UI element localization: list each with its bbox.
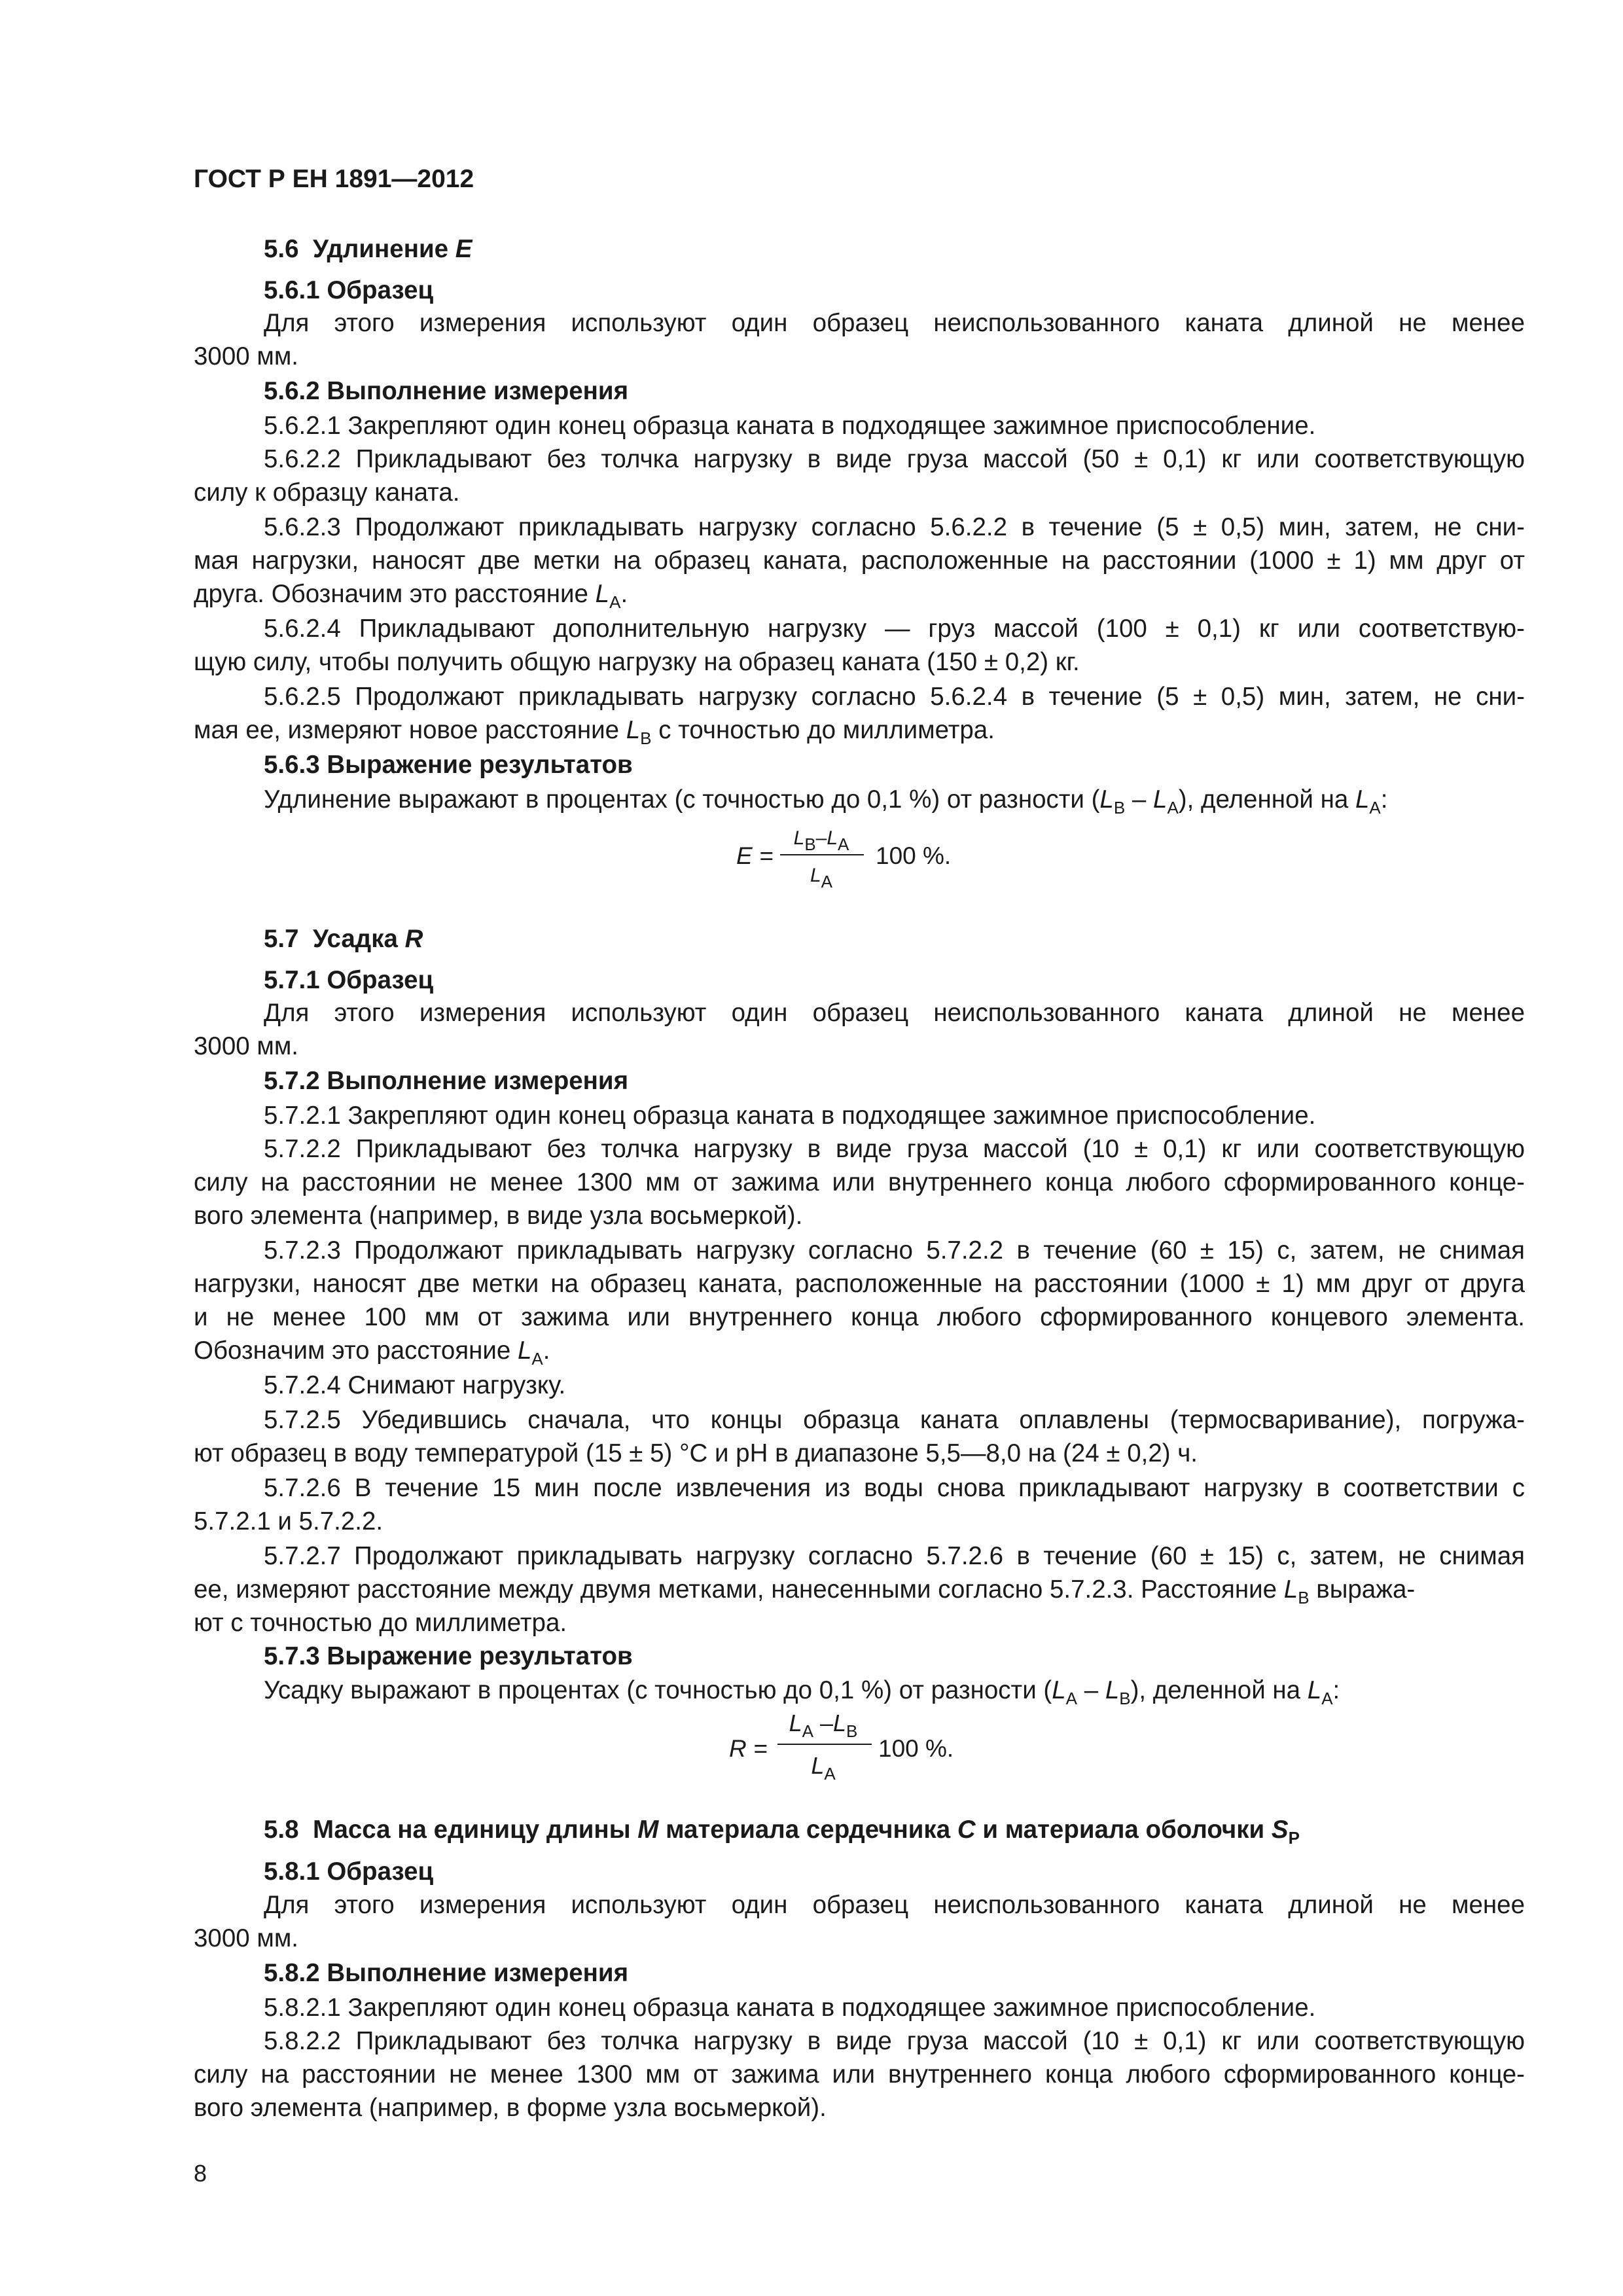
symbol-L: L: [517, 1336, 532, 1365]
text: –: [819, 1710, 834, 1736]
symbol-L: L: [833, 1710, 847, 1736]
paragraph-5-7-2-6: 5.7.2.6 В течение 15 мин после извлечения из воды снова прикладывают нагрузку в соответствии с: [264, 1474, 1525, 1502]
section-symbol: E: [455, 235, 473, 263]
symbol-L: L: [789, 1710, 802, 1736]
paragraph-5-6-2-4: 5.6.2.4 Прикладывают дополнительную нагрузку — груз массой (100 ± 0,1) кг или соответствую-: [264, 615, 1525, 643]
section-number: 5.7: [264, 925, 299, 953]
subsection-5-6-1: 5.6.1 Образец: [264, 276, 434, 304]
symbol-L: L: [793, 827, 805, 849]
fraction-bar: [777, 1744, 872, 1745]
subscript: В: [1113, 798, 1126, 817]
subscript: В: [1298, 1588, 1310, 1607]
section-title-text: материала сердечника: [666, 1816, 951, 1844]
paragraph-line: ют образец в воду температурой (15 ± 5) °С и pH в диапазоне 5,5—8,0 на (24 ± 0,2) ч.: [194, 1439, 1198, 1467]
text: .: [620, 580, 628, 608]
paragraph-5-6-2-1: 5.6.2.1 Закрепляют один конец образца каната в подходящее зажимное приспособление.: [264, 412, 1316, 440]
subscript: А: [821, 872, 833, 891]
section-5-6-title: [264, 232, 472, 266]
symbol-L: L: [1307, 1676, 1322, 1704]
symbol-L: L: [811, 1752, 825, 1779]
paragraph-5-6-2-5: 5.6.2.5 Продолжают прикладывать нагрузку согласно 5.6.2.4 в течение (5 ± 0,5) мин, затем, не сни-: [264, 683, 1525, 711]
section-symbol: C: [957, 1816, 976, 1844]
subscript: А: [1321, 1689, 1333, 1708]
paragraph-line: силу на расстоянии не менее 1300 мм от зажима или внутреннего конца любого сформированного конце-: [194, 1168, 1525, 1196]
symbol-L: L: [595, 580, 610, 608]
section-number: 5.8: [264, 1816, 299, 1844]
paragraph-line: 5.7.2.1 и 5.7.2.2.: [194, 1507, 383, 1535]
paragraph-line: 3000 мм.: [194, 342, 298, 370]
formula-lhs: E =: [736, 842, 774, 869]
text: Удлинение выражают в процентах (с точностью до 0,1 %) от разности (: [264, 785, 1100, 814]
text: Обозначим это расстояние: [194, 1336, 511, 1365]
subscript: А: [802, 1721, 813, 1741]
paragraph-line: мая нагрузки, наносят две метки на образец каната, расположенные на расстоянии (1000 ± 1) мм друг от: [194, 547, 1525, 575]
text: :: [1380, 785, 1388, 814]
subsection-5-7-3: 5.7.3 Выражение результатов: [264, 1642, 633, 1670]
subsection-5-6-2: 5.6.2 Выполнение измерения: [264, 377, 629, 405]
symbol-L: L: [1283, 1575, 1298, 1604]
subsection-5-8-1: 5.8.1 Образец: [264, 1857, 434, 1886]
paragraph-line: Для этого измерения используют один образец неиспользованного каната длиной не менее: [264, 1891, 1525, 1919]
paragraph-5-7-2-7: 5.7.2.7 Продолжают прикладывать нагрузку согласно 5.7.2.6 в течение (60 ± 15) с, затем, не снимая: [264, 1542, 1525, 1570]
subscript: А: [1369, 798, 1381, 817]
text: .: [543, 1336, 550, 1365]
paragraph-line: нагрузки, наносят две метки на образец каната, расположенные на расстоянии (1000 ± 1) мм друг от друга: [194, 1270, 1525, 1298]
fraction-bar: [780, 854, 864, 855]
formula-denominator: [777, 859, 865, 892]
text: –: [1084, 1676, 1099, 1704]
subscript: А: [531, 1349, 543, 1369]
paragraph-line: Для этого измерения используют один образец неиспользованного каната длиной не менее: [264, 999, 1525, 1027]
subscript: В: [846, 1721, 858, 1741]
paragraph-line: [194, 1573, 1525, 1606]
section-symbol: R: [404, 925, 423, 953]
paragraph-line: силу на расстоянии не менее 1300 мм от зажима или внутреннего конца любого сформированного конце-: [194, 2060, 1525, 2089]
paragraph-5-8-2-2: 5.8.2.2 Прикладывают без толчка нагрузку в виде груза массой (10 ± 0,1) кг или соответствующую: [264, 2027, 1525, 2055]
formula-denominator: [772, 1749, 874, 1782]
subsection-5-7-2: 5.7.2 Выполнение измерения: [264, 1067, 629, 1095]
symbol-L: L: [1355, 785, 1370, 814]
page-number: 8: [194, 2160, 207, 2187]
subsection-5-7-1: 5.7.1 Образец: [264, 966, 434, 994]
subsection-5-8-2: 5.8.2 Выполнение измерения: [264, 1959, 629, 1987]
paragraph-5-7-2-2: 5.7.2.2 Прикладывают без толчка нагрузку в виде груза массой (10 ± 0,1) кг или соответствующую: [264, 1135, 1525, 1163]
subscript: А: [1167, 798, 1179, 817]
text: друга. Обозначим это расстояние: [194, 580, 588, 608]
symbol-L: L: [1105, 1676, 1120, 1704]
text: ее, измеряют расстояние между двумя метками, нанесенными согласно 5.7.2.3. Расстояние: [194, 1575, 1277, 1604]
paragraph-line: [264, 1674, 1340, 1707]
paragraph-line: щую силу, чтобы получить общую нагрузку на образец каната (150 ± 0,2) кг.: [194, 648, 1080, 676]
paragraph-line: Для этого измерения используют один образец неиспользованного каната длиной не менее: [264, 309, 1525, 337]
section-title-text: Удлинение: [312, 235, 449, 263]
paragraph-line: ют с точностью до миллиметра.: [194, 1609, 567, 1637]
paragraph-line: 3000 мм.: [194, 1032, 298, 1060]
paragraph-5-7-2-1: 5.7.2.1 Закрепляют один конец образца каната в подходящее зажимное приспособление.: [264, 1102, 1316, 1130]
symbol-L: L: [1052, 1676, 1066, 1704]
paragraph-line: 3000 мм.: [194, 1924, 298, 1952]
symbol-L: L: [626, 716, 641, 744]
formula-lhs: R =: [729, 1735, 768, 1762]
text: выража-: [1316, 1575, 1416, 1604]
text: –: [815, 827, 827, 849]
subscript: В: [640, 728, 652, 748]
subscript: В: [1119, 1689, 1131, 1708]
text: с точностью до миллиметра.: [658, 716, 995, 744]
paragraph-line: [194, 1334, 550, 1367]
subscript: А: [824, 1764, 836, 1784]
section-title-text: Усадка: [312, 925, 398, 953]
subsection-5-6-3: 5.6.3 Выражение результатов: [264, 751, 633, 779]
section-number: 5.6: [264, 235, 299, 263]
formula-numerator: [777, 821, 865, 855]
formula-percent: 100 %.: [878, 1735, 954, 1762]
subscript: P: [1288, 1828, 1300, 1848]
formula-percent: 100 %.: [876, 842, 952, 869]
symbol-L: L: [1153, 785, 1168, 814]
subscript: А: [838, 834, 849, 854]
paragraph-line: силу к образцу каната.: [194, 478, 460, 507]
paragraph-line: [194, 577, 628, 611]
paragraph-5-7-2-4: 5.7.2.4 Снимают нагрузку.: [264, 1371, 566, 1399]
paragraph-5-6-2-3: 5.6.2.3 Продолжают прикладывать нагрузку согласно 5.6.2.2 в течение (5 ± 0,5) мин, затем, не сни-: [264, 513, 1525, 541]
section-title-text: Масса на единицу длины: [312, 1816, 631, 1844]
subscript: А: [609, 592, 621, 612]
section-symbol: S: [1271, 1816, 1289, 1844]
paragraph-line: вого элемента (например, в виде узла восьмеркой).: [194, 1202, 803, 1230]
symbol-L: L: [1099, 785, 1114, 814]
subscript: В: [804, 834, 816, 854]
text: ), деленной на: [1178, 785, 1349, 814]
paragraph-5-7-2-3: 5.7.2.3 Продолжают прикладывать нагрузку согласно 5.7.2.2 в течение (60 ± 15) с, затем, не снимая: [264, 1236, 1525, 1265]
section-5-8-title: [264, 1813, 1300, 1846]
paragraph-line: и не менее 100 мм от зажима или внутреннего конца любого сформированного концевого элемента.: [194, 1303, 1525, 1331]
symbol-L: L: [810, 865, 821, 886]
symbol-L: L: [827, 827, 838, 849]
section-symbol: M: [637, 1816, 659, 1844]
paragraph-5-6-2-2: 5.6.2.2 Прикладывают без толчка нагрузку в виде груза массой (50 ± 0,1) кг или соответствующую: [264, 445, 1525, 473]
paragraph-5-8-2-1: 5.8.2.1 Закрепляют один конец образца каната в подходящее зажимное приспособление.: [264, 1994, 1316, 2022]
document-header: ГОСТ Р ЕН 1891—2012: [194, 165, 474, 193]
text: мая ее, измеряют новое расстояние: [194, 716, 620, 744]
text: –: [1132, 785, 1147, 814]
paragraph-5-7-2-5: 5.7.2.5 Убедившись сначала, что концы образца каната оплавлены (термосваривание), погружа-: [264, 1406, 1525, 1434]
text: :: [1332, 1676, 1340, 1704]
text: Усадку выражают в процентах (с точностью до 0,1 %) от разности (: [264, 1676, 1052, 1704]
paragraph-line: вого элемента (например, в форме узла восьмеркой).: [194, 2094, 827, 2122]
section-5-7-title: [264, 922, 423, 956]
paragraph-line: [264, 783, 1387, 816]
formula-numerator: [772, 1706, 874, 1740]
subscript: А: [1065, 1689, 1077, 1708]
text: ), деленной на: [1130, 1676, 1301, 1704]
section-title-text: и материала оболочки: [982, 1816, 1265, 1844]
paragraph-line: [194, 713, 995, 747]
